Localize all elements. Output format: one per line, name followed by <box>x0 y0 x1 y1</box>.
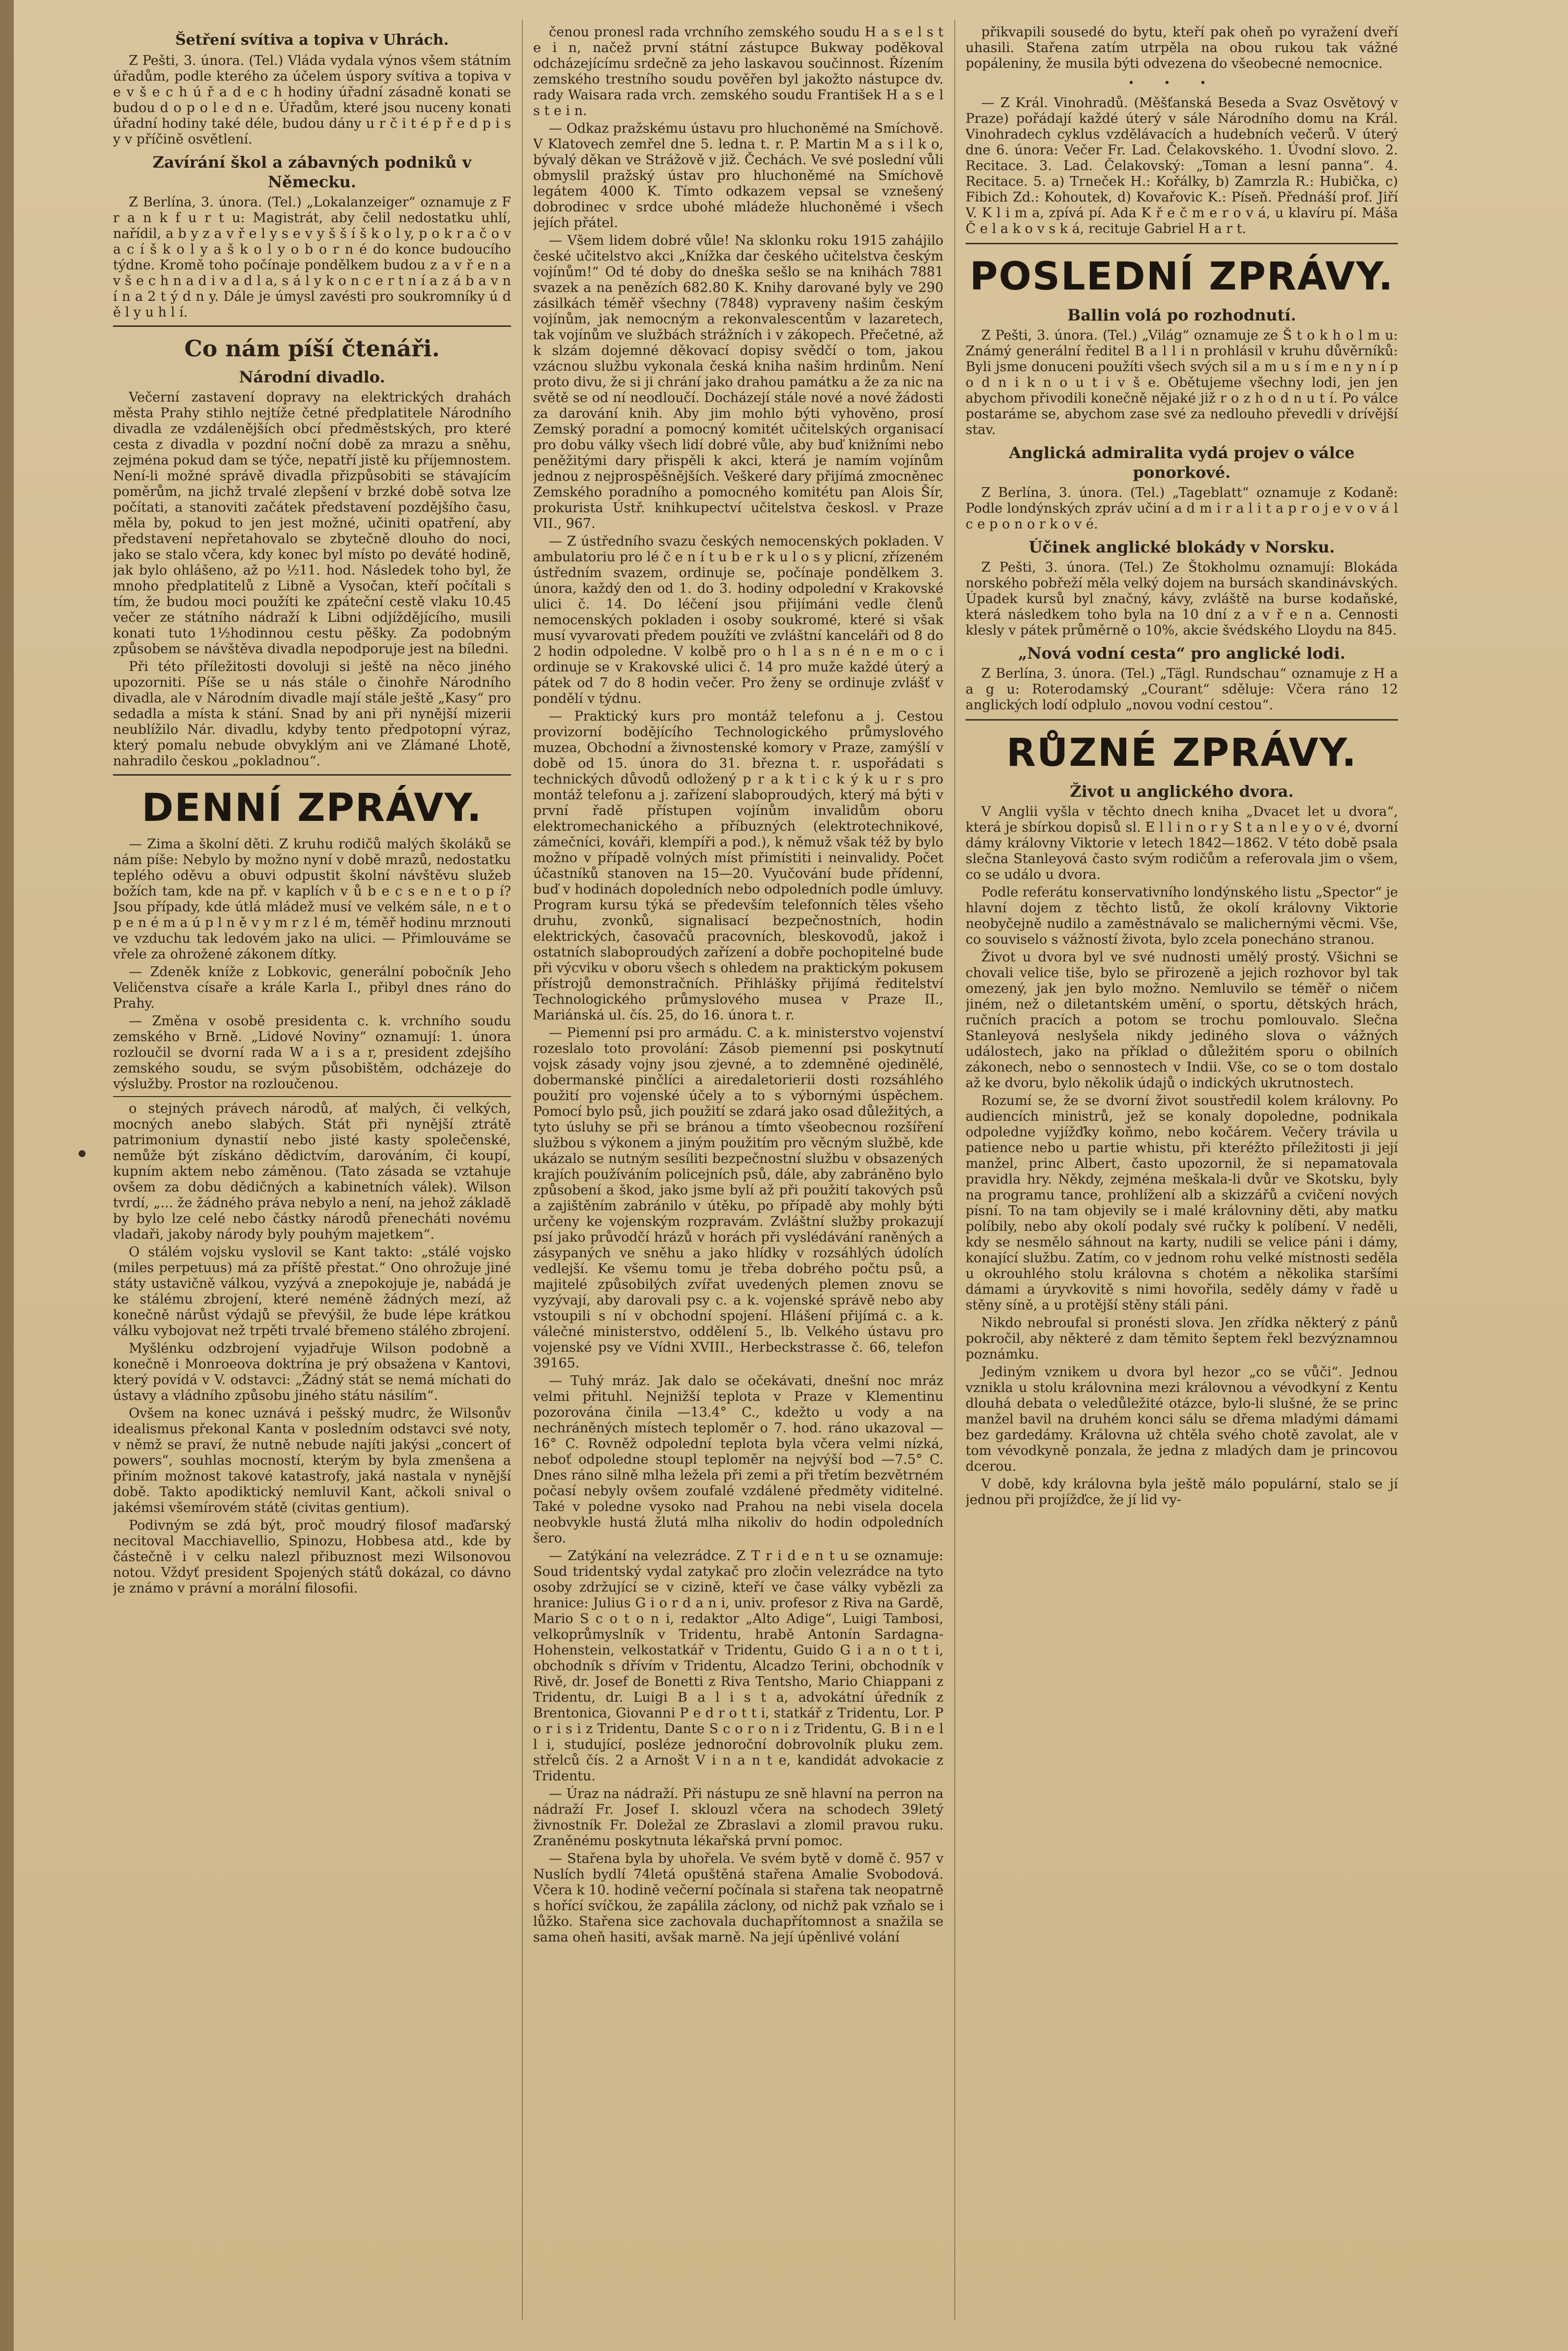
section-heading: DENNÍ ZPRÁVY. <box>142 786 483 830</box>
article-paragraph: Z Berlína, 3. února. (Tel.) „Lokalanzeiger“ oznamuje z F r a n k f u r t u: Magistrát, aby čelil nedostatku uhlí, nařídil, a b y z a v ř e l y s e v y š š í š k o l y, p o k r a č o v a c í š k o l y a š k o l y o b o r n é do konce budoucího týdne. Kromě toho počínaje pondělkem budou z a v ř e n a v š e c h n a d i v a d l a, s á l y k o n c e r t n í a z á b a v n í n a 2 t ý d n y. Dále je úmysl zavésti pro soukromníky ú d ě l y u h l í. <box>113 195 511 320</box>
article-paragraph: Z Pešti, 3. února. (Tel.) „Világ“ oznamuje ze Š t o k h o l m u: Známý generální ředitel B a l l i n prohlásil v kruhu důvěrníků: Byli jsme donuceni použíti všech svých sil a m u s í m e n y n í p o d n i k n o u t i v š e. Obětujeme všechny lodi, jen jen abychom přivodili konečně nějaké již r o z h o d n u t í. Po válce postaráme se, abychom zase své za nedlouho převedli v drívější stav. <box>966 328 1398 437</box>
article-paragraph: Podle referátu konservativního londýnského listu „Spector“ je hlavní dojem z těchto listů, že okolí královny Viktorie neobyčejně nudilo a zaměstnávalo se malichernými věcmi. Vše, co souviselo s vážností života, bylo zcela ponecháno stranou. <box>966 885 1398 947</box>
article-paragraph: Jediným vznikem u dvora byl hezor „co se vůči“. Jednou vznikla u stolu královnina mezi královnou a vévodkyní z Kentu dlouhá debata o veledůležité otázce, bylo-li slušné, že se princ manžel bavil na druhém konci sálu se dřema mladými dámami bez gardedámy. Královna už chtěla svého chotě zavolat, ale v tom vévodkyně ponzala, že jedna z mladých dam je princovou dcerou. <box>966 1364 1398 1474</box>
column-middle <box>533 25 943 2315</box>
section-rule <box>113 1096 511 1097</box>
article-paragraph: — Zatýkání na velezrádce. Z T r i d e n t u se oznamuje: Soud tridentský vydal zatykač pro zločin velezrádce na tyto osoby zdržující se v cizině, kteří ve čase války vybězli za hranice: Julius G i o r d a n i, univ. profesor z Riva na Gardě, Mario S c o t o n i, redaktor „Alto Adige“, Luigi Tambosi, velkoprůmyslník v Tridentu, hrabě Antonín Sardagna-Hohenstein, velkostatkář v Tridentu, Guido G i a n o t t i, obchodník s dřívím v Tridentu, Alcadzo Terini, obchodník v Rivě, dr. Josef de Bonetti z Riva Tentsho, Mario Chiappani z Tridentu, dr. Luigi B a l i s t a, advokátní úředník z Brentonica, Giovanni P e d r o t t i, statkář z Tridentu, Lor. P o r i s i z Tridentu, Dante S c o r o n i z Tridentu, G. B i n e l l i, studující, posléze jednoroční dobrovolník pluku zem. střelců čís. 2 a Arnošt V i n a n t e, kandidát advokacie z Tridentu. <box>533 1548 943 1784</box>
article-paragraph: Z Pešti, 3. února. (Tel.) Ze Štokholmu oznamují: Blokáda norského pobřeží měla velký dojem na bursách skandinávských. Úpadek kursů byl značný, kávy, zvláště na burse kodaňské, která následkem toho byla na 10 dní z a v ř e n a. Cennosti klesly v pátek průměrně o 10%, akcie švédského Lloydu na 845. <box>966 560 1398 638</box>
article-paragraph: — Piemenní psi pro armádu. C. a k. ministerstvo vojenství rozeslalo toto provolání: Zásob piemenní psi poskytnutí vojsk zásady vojny jsou zjevné, a to zdemněné ojedinělé, dobermanské pinčlíci a airedaletorierii dosti rozsáhlého použití pro vojenské účely a to s výbornými úspěchem. Pomocí bylo psů, jich použití se zdará jako osad důležitých, a tyto úsluhy se při se bránou a tímto všeobecnou rozšíření službou s výkonem a jiným použitím pro věcným službě, kde ukázalo se nutným sesíliti bezpečnostní službu v obsazených krajích používáním policejních psů, dále, aby zabráněno bylo způsobení a škod, jako jsme bylí až při použití takových psů a zajištěním zabránilo v útěku, po případě aby mohly býti určeny ke vojenským rozpravám. Zvláštní služby prokazují psí jako průvodčí hrázů v horách při vyslédávání raněných a zásypaných ve sněhu a jako hlídky v rozsáhlých údolích vedlejší. Ke všemu tomu je třeba dobrého počtu psů, a majitelé způsobilých zvířat uvedených plemen znovu se vyzývají, aby darovali psy c. a k. vojenské správě nebo aby vstoupili s ní v obchodní spojení. Hlášení přijímá c. a k. válečné ministerstvo, oddělení 5., lb. Velkého ústavu pro vojenské psy ve Vídni XVIII., Herbeckstrasse č. 66, telefon 39165. <box>533 1025 943 1371</box>
section-heading: POSLEDNÍ ZPRÁVY. <box>969 255 1394 299</box>
article-paragraph: — Praktický kurs pro montáž telefonu a j. Cestou provizorní bodějícího Technologického průmyslového muzea, Obchodní a živnostenské komory v Praze, zamýšlí v době od 15. února do 31. března t. r. uspořádati s technických důvodů odložený p r a k t i c k ý k u r s pro montáž telefonu a j. zařízení slaboproudých, který má býti v první řadě přístupen vojínům invalidům oboru elektromechanického a příbuzných (elektrotechnikové, zámečníci, kováři, klempíři a pod.), k němuž však též by bylo možno v případě volných míst přimístiti i neinvalidy. Počet účastníků stanoven na 15—20. Vyučování bude přídenní, buď v hodinách dopoledních nebo odpoledních podle úmluvy. Program kursu týká se především telefonních těles všeho druhu, zvonků, signalisací bezpečnostních, hodin elektrických, časovačů pracovních, bleskovodů, jakož i ostatních slaboproudých zařízení a dobře pochopitelné bude při výcviku v oboru všech s ohledem na praktickým pokusem přístrojů demonstračních. Přihlášky přijímá ředitelství Technologického průmyslového musea v Praze II., Mariánská ul. čís. 25, do 16. února t. r. <box>533 709 943 1023</box>
column-left <box>113 25 511 2310</box>
article-paragraph: — Stařena byla by uhořela. Ve svém bytě v domě č. 957 v Nuslích bydlí 74letá opuštěná stařena Amalie Svobodová. Včera k 10. hodině večerní počínala si stařena tak neopatrně s hořící svíčkou, že zapálila záclony, od nichž pak vzňalo se i lůžko. Stařena sice zachovala duchapřítomnost a snažila se sama oheň hasiti, avšak marně. Na její úpěnlivé volání <box>533 1851 943 1945</box>
article-paragraph: — Odkaz pražskému ústavu pro hluchoněmé na Smíchově. V Klatovech zemřel dne 5. ledna t. r. P. Martin M a s i l k o, bývalý děkan ve Strážově v již. Čechách. Ve své poslední vůli obmyslil pražský ústav pro hluchoněmé na Smíchově legátem 4000 K. Tímto odkazem vepsal se vznešený dobrodinec v srdce ubohé mládeže hluchoněmé i všech jejích přátel. <box>533 121 943 231</box>
article-paragraph: — Změna v osobě presidenta c. k. vrchního soudu zemského v Brně. „Lidové Noviny“ oznamují: 1. února rozloučil se dvorní rada W a i s a r, president zdejšího zemského soudu, se svým působištěm, odcházeje do výslužby. Prostor na rozloučenou. <box>113 1014 511 1092</box>
separator-dots: ••• <box>1128 77 1236 89</box>
section-heading: Co nám píší čtenáři. <box>184 335 440 362</box>
article-paragraph: Podivným se zdá být, proč moudrý filosof maďarský necitoval Macchiavellio, Spinozu, Hobbesa atd., kde by částečně i v celku nalezl přibuznost mezi Wilsonovou notou. Vždyť president Spojených států dokázal, co dávno je známo v právní a morální filosofii. <box>113 1518 511 1596</box>
article-paragraph: Ovšem na konec uznává i pešský mudrc, že Wilsonův idealismus překonal Kanta v posledním odstavci své noty, v němž se praví, že nutně nebude najíti jakýsi „concert of powers“, souhlas mocností, kterým by byla zmenšena a přiním možnost takové katastrofy, jaká nastala v nynější době. Takto apodiktický nemluvil Kant, ačkoli snival o jakémsi všemírovém státě (civitas gentium). <box>113 1406 511 1515</box>
article-heading: Anglická admiralita vydá projev o válce ponorkové. <box>1009 443 1355 482</box>
article-heading: Ballin volá po rozhodnutí. <box>1067 306 1296 324</box>
article-paragraph: Život u dvora byl ve své nudnosti umělý prostý. Všichni se chovali velice tiše, bylo se přirozeně a jejich rozhovor byl tak omezený, jak jen bylo možno. Nemluvilo se téměř o ničem jiném, než o diletantském umění, o sportu, dětských hrách, ručních pracích a potom se trochu pomlouvalo. Slečna Stanleyová neslyšela nikdy jediného slova o vážných událostech, jako na příklad o důležitém sporu o obilních zákonech, nebo o sennostech v Indii. Vše, co se o tom dostalo až ke dvoru, bylo několik údajů o indických ukrutnostech. <box>966 950 1398 1091</box>
article-paragraph: Nikdo nebroufal si pronésti slova. Jen zřídka některý z pánů pokročil, aby některé z dam těmito šeptem řekl bezvýznamnou poznámku. <box>966 1315 1398 1362</box>
page-binding-edge <box>0 0 14 2351</box>
article-paragraph: — Tuhý mráz. Jak dalo se očekávati, dnešní noc mráz velmi přituhl. Nejnižší teplota v Praze v Klementinu pozorována činila —13.4° C., kdežto u vody a na nechráněných místech teploměr o 7. hod. ráno ukazoval —16° C. Rovněž odpolední teplota byla včera velmi nízká, neboť odpoledne stoupl teploměr na nejvýší bod —7.5° C. Dnes ráno silně mlha ležela při zemi a při třetím bezvětrném počasí nebyly ovšem zoufalé vzdálené předměty viditelné. Také v poledne vysoko nad Prahou na nebi visela docela neobvykle hustá žlutá mlha nikoliv do hodin odpoledních šero. <box>533 1373 943 1546</box>
article-paragraph: V Anglii vyšla v těchto dnech kniha „Dvacet let u dvora“, která je sbírkou dopisů sl. E l l i n o r y S t a n l e y o v é, dvorní dámy královny Viktorie v letech 1842—1862. V této době psala slečna Stanleyová často svým rodičům a referovala jim o všem, co se událo u dvora. <box>966 804 1398 882</box>
article-paragraph: — Zdeněk kníže z Lobkovic, generální pobočník Jeho Veličenstva císaře a krále Karla I., přibyl dnes ráno do Prahy. <box>113 964 511 1011</box>
article-paragraph: o stejných právech národů, ať malých, či velkých, mocných anebo slabých. Stát při nynější ztrátě patrimonium dynastií nebo jisté kasty společenské, nemůže být získáno dědictvím, darováním, či koupí, kupním aktem nebo záměnou. (Tato zásada se vztahuje ovšem za dobu dědičných a kabinetních válek). Wilson tvrdí, „... že žádného práva nebylo a není, na jehož základě by bylo lze celé nebo částky národů přenecháti novému vladaři, jakoby národy byly pouhým majetkem“. <box>113 1101 511 1242</box>
section-heading: RŮZNÉ ZPRÁVY. <box>1006 731 1358 775</box>
ink-spot <box>79 1150 86 1157</box>
column-rule <box>954 20 955 2320</box>
article-paragraph: Z Berlína, 3. února. (Tel.) „Tägl. Rundschau“ oznamuje z H a a g u: Roterodamský „Courant“ sděluje: Včera ráno 12 anglických lodí odplulo „novou vodní cestou“. <box>966 666 1398 713</box>
article-paragraph: Rozumí se, že se dvorní život soustředil kolem královny. Po audiencích ministrů, jež se konaly dopoledne, podnikala odpoledne vyjížďky koňmo, nebo kočárem. Večery trávila u patience nebo u partie whistu, při kteréžto příležitosti ji její manžel, princ Albert, často upozornil, že si nepamatovala pravidla hry. Někdy, zejména meškala-li dvůr ve Skotsku, byly na programu tance, prohlížení alb a skizzářů a cvičení nových písní. To na tam objevily se i malé královniny děti, aby matku políbily, nebo aby okolí podaly své ručky k políbení. V neděli, kdy se nesmělo sáhnout na karty, nudili se velice páni i dámy, konající službu. Zatím, co v jednom rohu velké místnosti seděla u okrouhlého stolu královna s chotém a několika staršími dámami a úryvkovitě s nimi hovořila, seděly dámy v řadě u stěny síně, a u protější stěny stáli páni. <box>966 1093 1398 1313</box>
article-paragraph: Myšlénku odzbrojení vyjadřuje Wilson podobně a konečně i Monroeova doktrína je prý obsažena v Kantovi, který povídá v V. odstavci: „Žádný stát se nemá míchati do ústavy a vládního způsobu jiného státu násilím“. <box>113 1341 511 1403</box>
article-paragraph: čenou pronesl rada vrchního zemského soudu H a s e l s t e i n, načež první státní zástupce Bukway poděkoval odcházejícímu srdečně za jeho laskavou součinnost. Řízením zemského trestního soudu pověřen byl jakožto nástupce dv. rady Waisara rada vrch. zemského soudu František H a s e l s t e i n. <box>533 25 943 118</box>
article-heading: „Nová vodní cesta“ pro anglické lodi. <box>1018 644 1345 663</box>
article-paragraph: — Z Král. Vinohradů. (Měšťanská Beseda a Svaz Osvětový v Praze) pořádají každé úterý v sále Národního domu na Král. Vinohradech cyklus vzdělávacích a hudebních večerů. V úterý dne 6. února: Večer Fr. Lad. Čelakovského. 1. Úvodní slovo. 2. Recitace. 3. Lad. Čelakovský: „Toman a lesní panna“. 4. Recitace. 5. a) Trneček H.: Kořálky, b) Zamrzla R.: Hubička, c) Fibich Zd.: Kohoutek, d) Kovařovic K.: Píseň. Přednáší prof. Jiří V. K l i m a, zpívá pí. Ada K ř e č m e r o v á, u klavíru pí. Máša Č e l a k o v s k á, recituje Gabriel H a r t. <box>966 95 1398 236</box>
article-paragraph: Z Berlína, 3. února. (Tel.) „Tageblatt“ oznamuje z Kodaně: Podle londýnských zpráv učiní a d m i r a l i t a p r o j e v o v á l c e p o n o r k o v é. <box>966 485 1398 532</box>
article-heading: Život u anglického dvora. <box>1070 782 1294 801</box>
article-paragraph: přikvapili sousedé do bytu, kteří pak oheň po vyražení dveří uhasili. Stařena zatím utrpěla na obou rukou tak vážné popáleniny, že musila býti odvezena do všeobecné nemocnice. <box>966 25 1398 71</box>
article-paragraph: — Z ústředního svazu českých nemocenských pokladen. V ambulatoriu pro lé č e n í t u b e r k u l o s y plicní, zřízeném ústředním svazem, ordinuje se, počínaje pondělkem 3. února, každý den od 1. do 3. hodiny odpolední v Krakovské ulici č. 14. Do léčení jsou přijímáni vedle členů nemocenských pokladen i osoby soukromé, které si však musí vyvarovati předem použíti ve zvláštní kanceláři od 8 do 2 hodin odpoledne. V kolbě pro o h l a s n é n e m o c i ordinuje se v Krakovské ulici č. 14 pro muže každé úterý a pátek od 7 do 8 hodin večer. Pro ženy se ordinuje zvlášť v pondělí v týdnu. <box>533 534 943 706</box>
article-paragraph: — Všem lidem dobré vůle! Na sklonku roku 1915 zahájilo české učitelstvo akci „Knížka dar českého učitelstva českým vojínům!“ Od té doby do dneška sešlo se na knihách 7881 svazek a na penězích 682.80 K. Knihy darované byly ve 290 zásilkách téměř všechny (7848) vypraveny našim českým vojínům, jak nemocným a rekonvalescentům v lazaretech, tak vojínům ve službách strážních i v zákopech. Přečetné, až k slzám dojemné děkovací dopisy svědčí o tom, jakou vzácnou službu vykonala česká kniha našim hrdinům. Není proto divu, že si ji chrání jako drahou památku a že za nic na světě se od ní neodloučí. Docházejí stále nové a nové žádosti za darování knih. Aby jim mohlo býti vyhověno, prosí Zemský poradní a pomocný komitét učitelských organisací pro dobu války všech lidí dobré vůle, aby buď knižními nebo peněžitými dary přispěli k akci, která je namím vojínům jednou z nejprospěšnějších. Veškeré dary přijímá zmocněnec Zemského poradního a pomocného komitétu pan Alois Šír, prokurista Ústř. knihkupectví učitelstva českosl. v Praze VII., 967. <box>533 233 943 531</box>
column-right <box>966 25 1398 2315</box>
article-paragraph: Z Pešti, 3. února. (Tel.) Vláda vydala výnos všem státním úřadům, podle kterého za účelem úspory svítiva a topiva v e v š e c h ú ř a d e c h hodiny úřadní zásadně konati se budou d o p o l e d n e. Úřadům, které jsou nuceny konati úřadní hodiny také déle, budou dány u r č i t é p ř e d p i s y v příčině osvětlení. <box>113 53 511 147</box>
article-heading: Národní divadlo. <box>239 368 385 386</box>
section-rule <box>113 325 511 327</box>
article-paragraph: — Zima a školní děti. Z kruhu rodičů malých školáků se nám píše: Nebylo by možno nyní v době mrazů, nedostatku teplého oděvu a obuvi odpustit školní návštěvu služeb božích tam, kde na př. v kaplích v ů b e c s e n e t o p í? Jsou případy, kde útlá mládež musí ve velkém sále, n e t o p e n é m a ú p l n ě v y m r z l é m, téměř hodinu mrznouti ve vzduchu tak ledovém jako na ulici. — Přimlouváme se vřele za ohrožené zákonem dítky. <box>113 837 511 962</box>
article-heading: Šetření svítiva a topiva v Uhrách. <box>175 31 449 49</box>
section-rule <box>966 243 1398 244</box>
column-rule <box>522 20 523 2320</box>
article-paragraph: Večerní zastavení dopravy na elektrických drahách města Prahy stihlo nejtíže četné předplatitele Národního divadla ze vzdálenějších obcí předměstských, pro které cesta z divadla v pozdní noční době za mrazu a sněhu, zejména pokud dam se týče, nepatří jistě ku příjemnostem. Není-li možné správě divadla přizpůsobiti se stávajícím poměrům, na jichž trvalé zlepšení v brzké době sotva lze počítati, a stanoviti začátek představení pozdějšího času, měla by, pokud to jen jest možné, učiniti opatření, aby představení nepřetahovalo se zbytečně dlouho do noci, jako se stalo včera, kdy konec byl místo po deváté hodině, jak bylo ohlášeno, až po ½11. hod. Následek toho byl, že mnoho předplatitelů z Libně a Vysočan, kteří počítali s tím, že budou moci použíti ke zpáteční cestě vlaku 10.45 večer ze státního nádraží k Libni odjíždějícího, musili konati tuto 1½hodinnou cestu pěšky. Za podobným způsobem se návštěva divadla nepodporuje jest na bíledni. <box>113 390 511 657</box>
section-rule <box>113 774 511 776</box>
article-paragraph: O stálém vojsku vyslovil se Kant takto: „stálé vojsko (miles perpetuus) má za příště přestat.“ Ono ohrožuje jiné státy ustavičně válkou, vyzývá a znepokojuje je, nabádá je ke stálému zbrojení, které neméně žádných mezí, až konečně nárůst výdajů se převýšil, že bude lépe krátkou válku vybojovat než trpěti trvalé břemeno stálého zbrojení. <box>113 1245 511 1338</box>
article-paragraph: Při této příležitosti dovoluji si ještě na něco jiného upozorniti. Píše se u nás stále o činohře Národního divadla, ale v Národním divadle mají stále ještě „Kasy“ pro sedadla a místa k stání. Snad by ani při nynější mizerii neublížilo Nár. divadlu, kdyby tento předpotopní výraz, který pomalu nebude obvyklým ani ve Zlámané Lhotě, nahradilo českou „pokladnou“. <box>113 659 511 769</box>
article-heading: Zavírání škol a zábavných podniků v Německu. <box>152 153 472 191</box>
section-rule <box>966 719 1398 721</box>
article-paragraph: V době, kdy královna byla ještě málo populární, stalo se jí jednou při projížďce, že jí lid vy- <box>966 1477 1398 1508</box>
article-heading: Účinek anglické blokády v Norsku. <box>1028 538 1335 556</box>
article-paragraph: — Úraz na nádraží. Při nástupu ze sně hlavní na perron na nádraží Fr. Josef I. sklouzl včera na schodech 39letý živnostník Fr. Doležal ze Zbraslavi a zlomil pravou ruku. Zraněnému poskytnuta lékařská první pomoc. <box>533 1786 943 1849</box>
